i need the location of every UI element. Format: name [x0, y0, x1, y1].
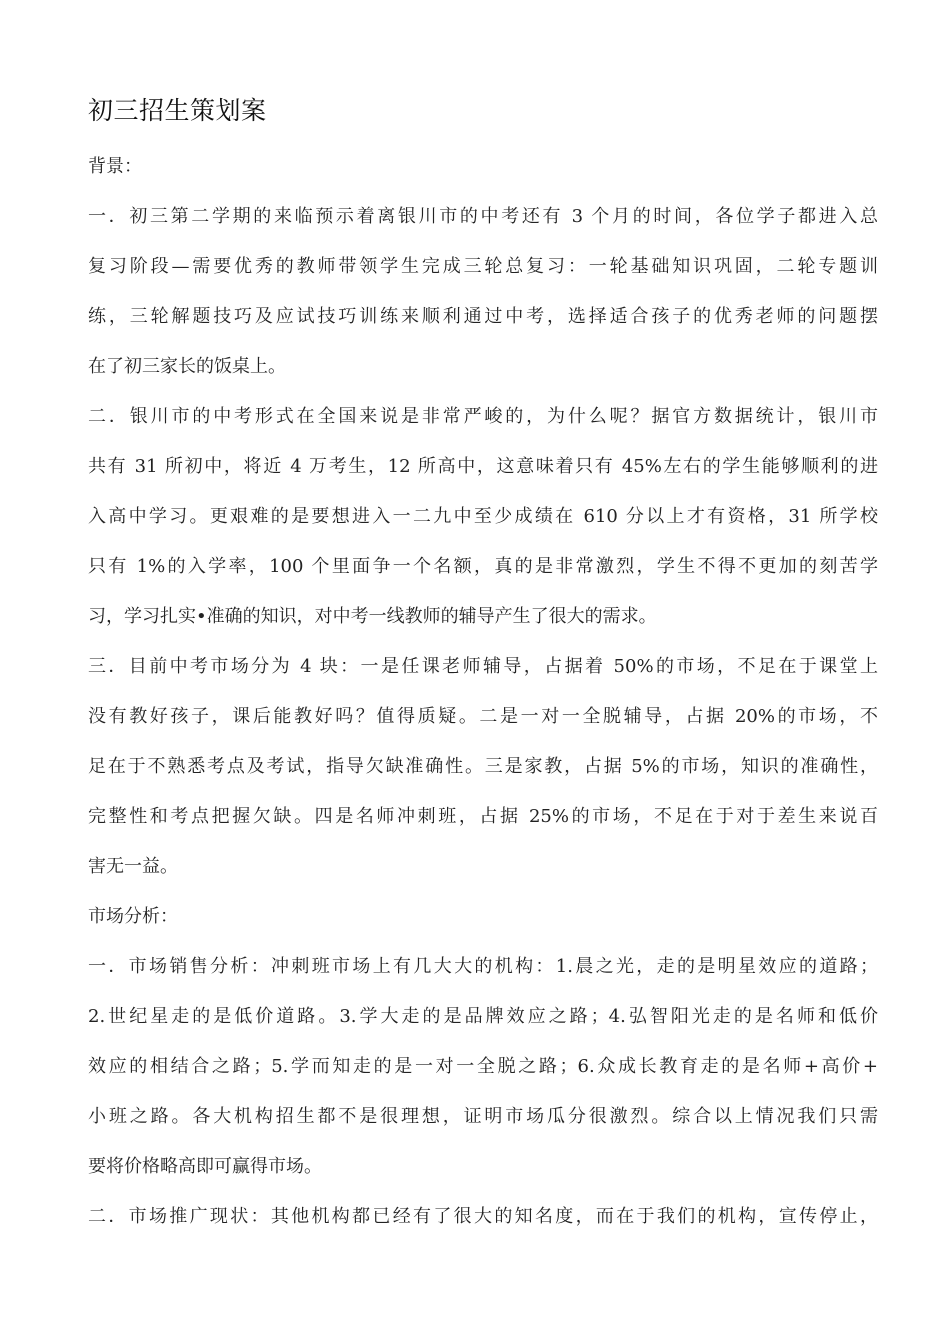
text-line: 没有教好孩子，课后能教好吗？值得质疑。二是一对一全脱辅导，占据 20%的市场，不	[88, 706, 878, 727]
text-line: 背景：	[88, 156, 142, 177]
text-line: 二．银川市的中考形式在全国来说是非常严峻的，为什么呢？据官方数据统计，银川市	[88, 406, 878, 427]
text-line: 一．初三第二学期的来临预示着离银川市的中考还有 3 个月的时间，各位学子都进入总	[88, 206, 878, 227]
text-line: 二．市场推广现状：其他机构都已经有了很大的知名度，而在于我们的机构，宣传停止，	[88, 1206, 878, 1227]
paragraph-market-2	[88, 1192, 878, 1242]
text-line: 效应的相结合之路；5.学而知走的是一对一全脱之路；6.众成长教育走的是名师+高价+	[88, 1056, 878, 1077]
text-line: 在了初三家长的饭桌上。	[88, 356, 286, 377]
document-body	[88, 142, 878, 1242]
paragraph-background-2	[88, 392, 878, 642]
text-line: 足在于不熟悉考点及考试，指导欠缺准确性。三是家教，占据 5%的市场，知识的准确性，	[88, 756, 878, 777]
text-line: 入高中学习。更艰难的是要想进入一二九中至少成绩在 610 分以上才有资格，31 所学校	[88, 506, 878, 527]
text-line: 2.世纪星走的是低价道路。3.学大走的是品牌效应之路；4.弘智阳光走的是名师和低价	[88, 1006, 878, 1027]
paragraph-market-1	[88, 942, 878, 1192]
section-heading-background	[88, 142, 878, 192]
text-line: 习，学习扎实•准确的知识，对中考一线教师的辅导产生了很大的需求。	[88, 606, 657, 627]
text-line: 三．目前中考市场分为 4 块：一是任课老师辅导，占据着 50%的市场，不足在于课堂上	[88, 656, 878, 677]
text-line: 害无一益。	[88, 856, 178, 877]
text-line: 共有 31 所初中，将近 4 万考生，12 所高中，这意味着只有 45%左右的学生能够顺利的进	[88, 456, 878, 477]
text-line: 要将价格略高即可赢得市场。	[88, 1156, 322, 1177]
text-line: 一．市场销售分析：冲刺班市场上有几大大的机构：1.晨之光，走的是明星效应的道路；	[88, 956, 878, 977]
paragraph-background-1	[88, 192, 878, 392]
text-line: 市场分析：	[88, 906, 178, 927]
section-heading-market-analysis	[88, 892, 878, 942]
text-line: 小班之路。各大机构招生都不是很理想，证明市场瓜分很激烈。综合以上情况我们只需	[88, 1106, 878, 1127]
text-line: 练，三轮解题技巧及应试技巧训练来顺利通过中考，选择适合孩子的优秀老师的问题摆	[88, 306, 878, 327]
text-line: 完整性和考点把握欠缺。四是名师冲刺班，占据 25%的市场，不足在于对于差生来说百	[88, 806, 878, 827]
paragraph-background-3	[88, 642, 878, 892]
text-line: 只有 1%的入学率，100 个里面争一个名额，真的是非常激烈，学生不得不更加的刻苦学	[88, 556, 878, 577]
document-title: 初三招生策划案	[88, 96, 267, 125]
text-line: 复习阶段—需要优秀的教师带领学生完成三轮总复习：一轮基础知识巩固，二轮专题训	[88, 256, 878, 277]
